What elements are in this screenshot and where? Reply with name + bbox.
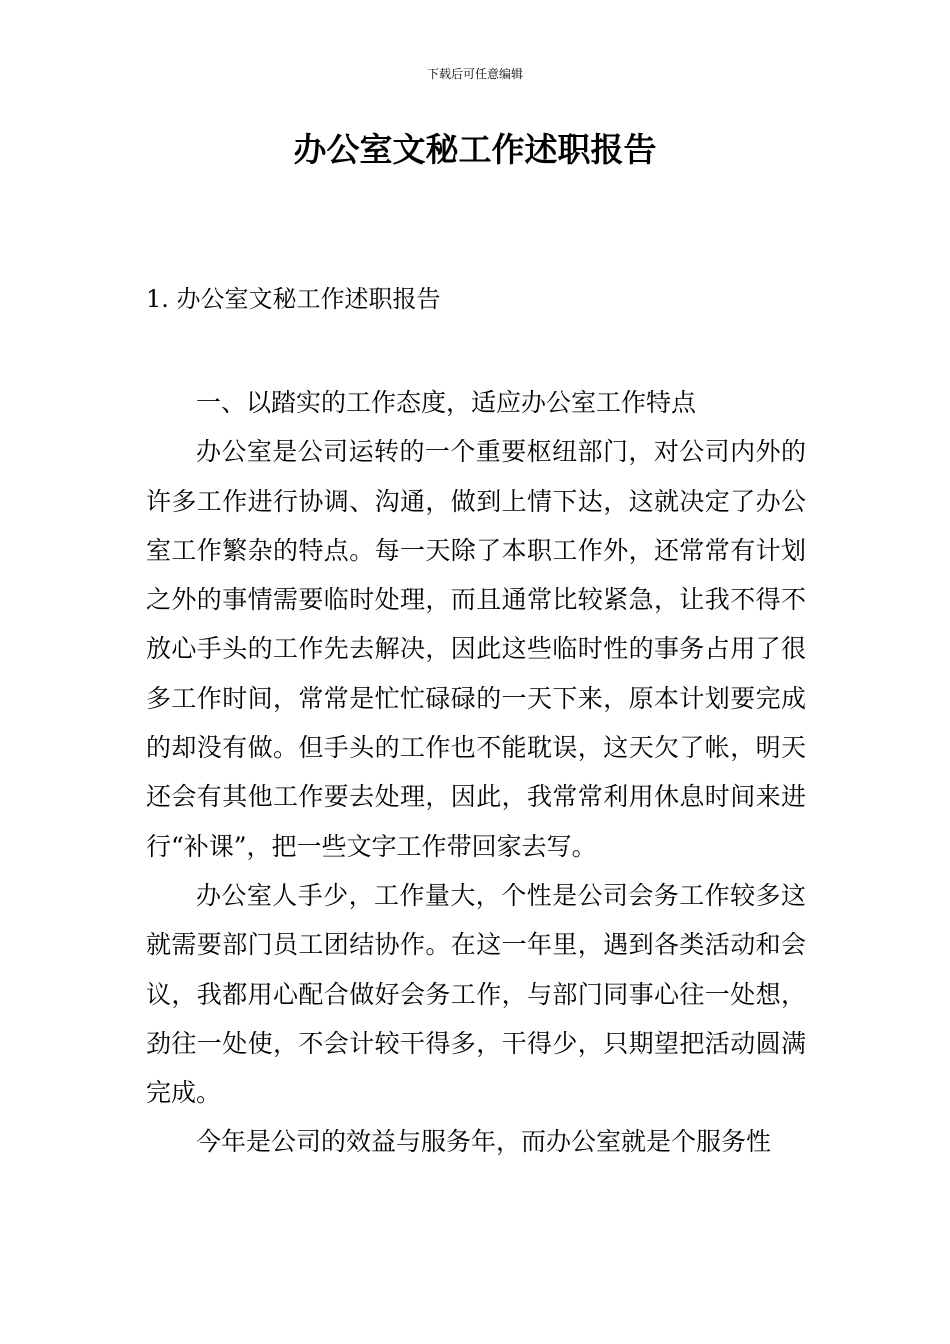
header-note: 下载后可任意编辑 — [426, 67, 523, 81]
paragraph: 办公室人手少，工作量大，个性是公司会务工作较多这就需要部门员工团结协作。在这一年里，遇到各类活动和会议，我都用心配合做好会务工作，与部门同事心往一处想，劲往一处使，不会计较干得多，干得少，只期望把活动圆满完成。 — [146, 880, 806, 1108]
paragraph: 今年是公司的效益与服务年，而办公室就是个服务性 — [196, 1127, 772, 1157]
paragraph-subheading: 一、以踏实的工作态度，适应办公室工作特点 — [196, 388, 697, 417]
document-body — [146, 378, 806, 1167]
section-heading: 1. 办公室文秘工作述职报告 — [146, 285, 441, 313]
paragraph: 办公室是公司运转的一个重要枢纽部门，对公司内外的许多工作进行协调、沟通，做到上情下达，这就决定了办公室工作繁杂的特点。每一天除了本职工作外，还常常有计划之外的事情需要临时处理，而且通常比较紧急，让我不得不放心手头的工作先去解决，因此这些临时性的事务占用了很多工作时间，常常是忙忙碌碌的一天下来，原本计划要完成的却没有做。但手头的工作也不能耽误，这天欠了帐，明天还会有其他工作要去处理，因此，我常常利用休息时间来进行“补课”，把一些文字工作带回家去写。 — [146, 437, 806, 861]
document-title: 办公室文秘工作述职报告 — [293, 130, 657, 169]
